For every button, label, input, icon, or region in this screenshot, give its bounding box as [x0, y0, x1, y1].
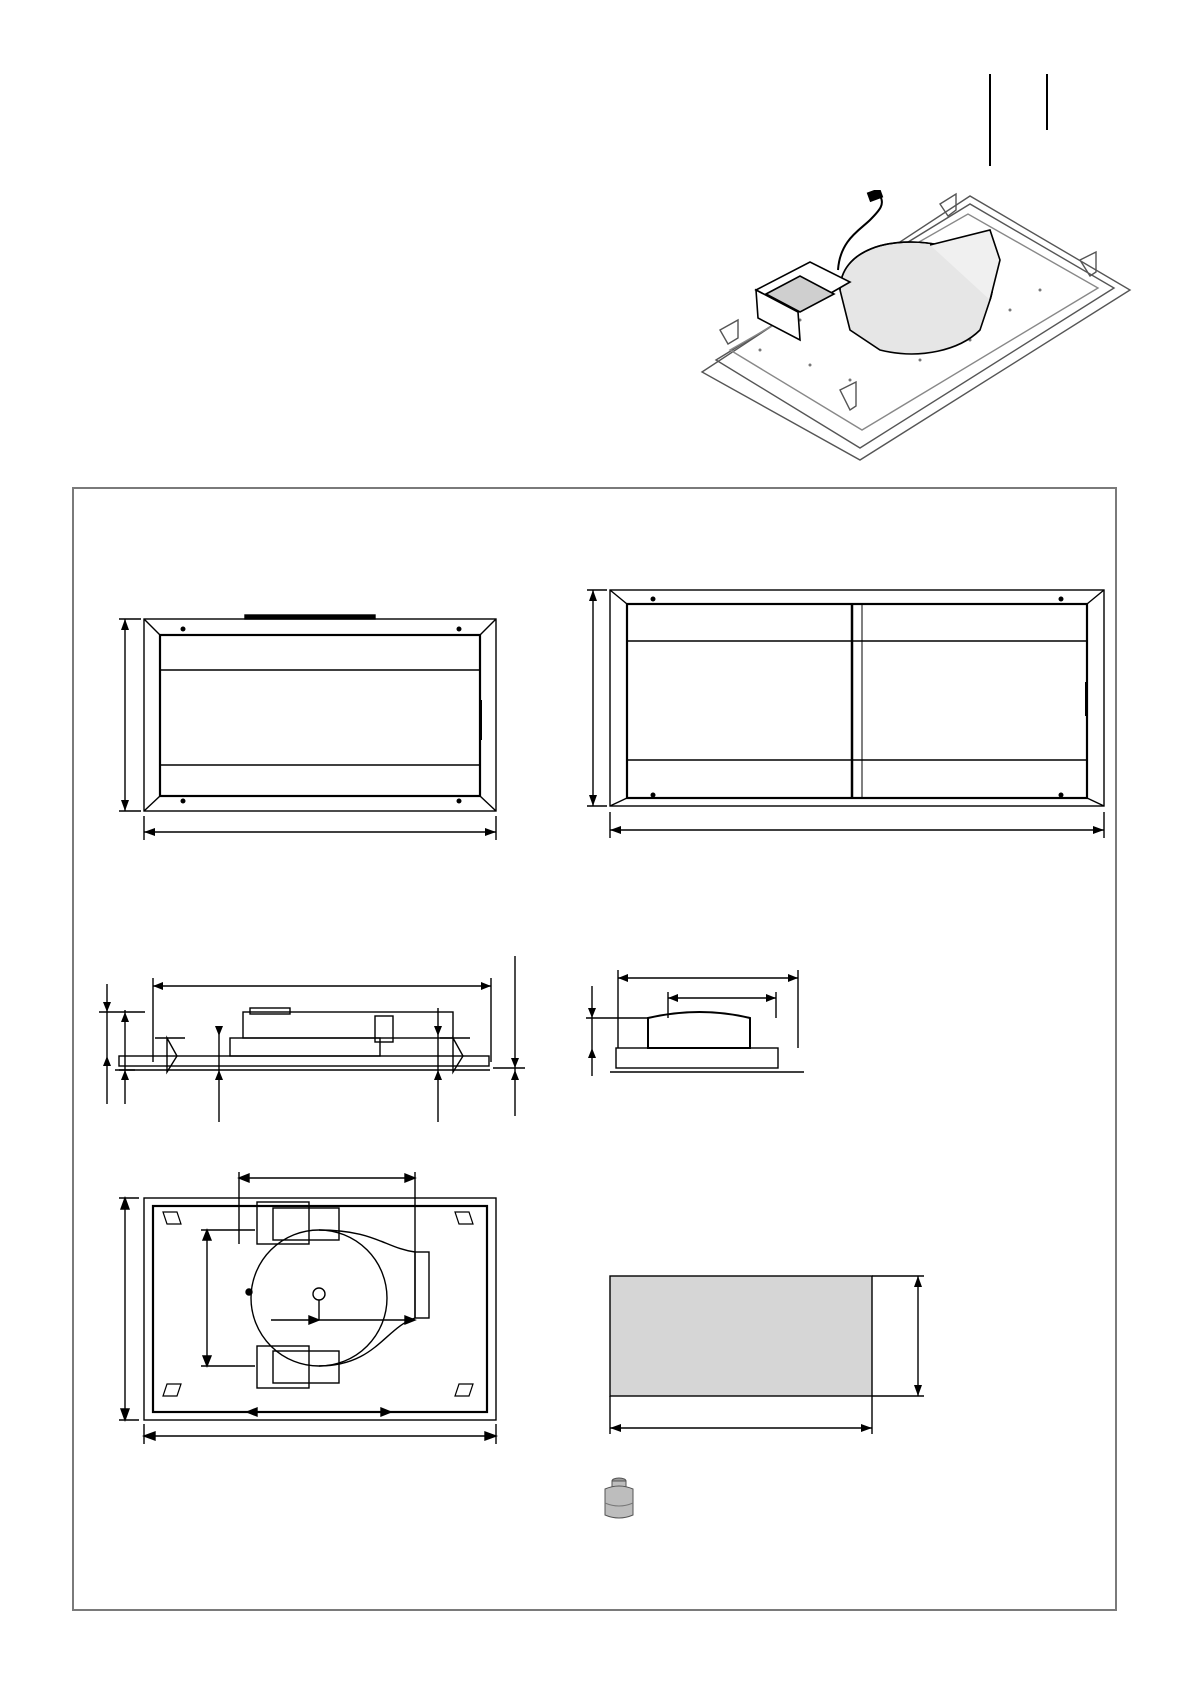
front-view-large — [585, 582, 1110, 842]
side-view — [95, 952, 535, 1132]
ceiling-cutout — [600, 1268, 940, 1448]
side-view-small — [580, 966, 820, 1086]
header-bar-2 — [1046, 74, 1048, 130]
weight-icon — [601, 1475, 637, 1521]
header-bar-1 — [989, 74, 991, 166]
product-isometric-illustration — [690, 190, 1140, 470]
front-view-small — [115, 610, 505, 842]
top-view — [115, 1168, 505, 1446]
